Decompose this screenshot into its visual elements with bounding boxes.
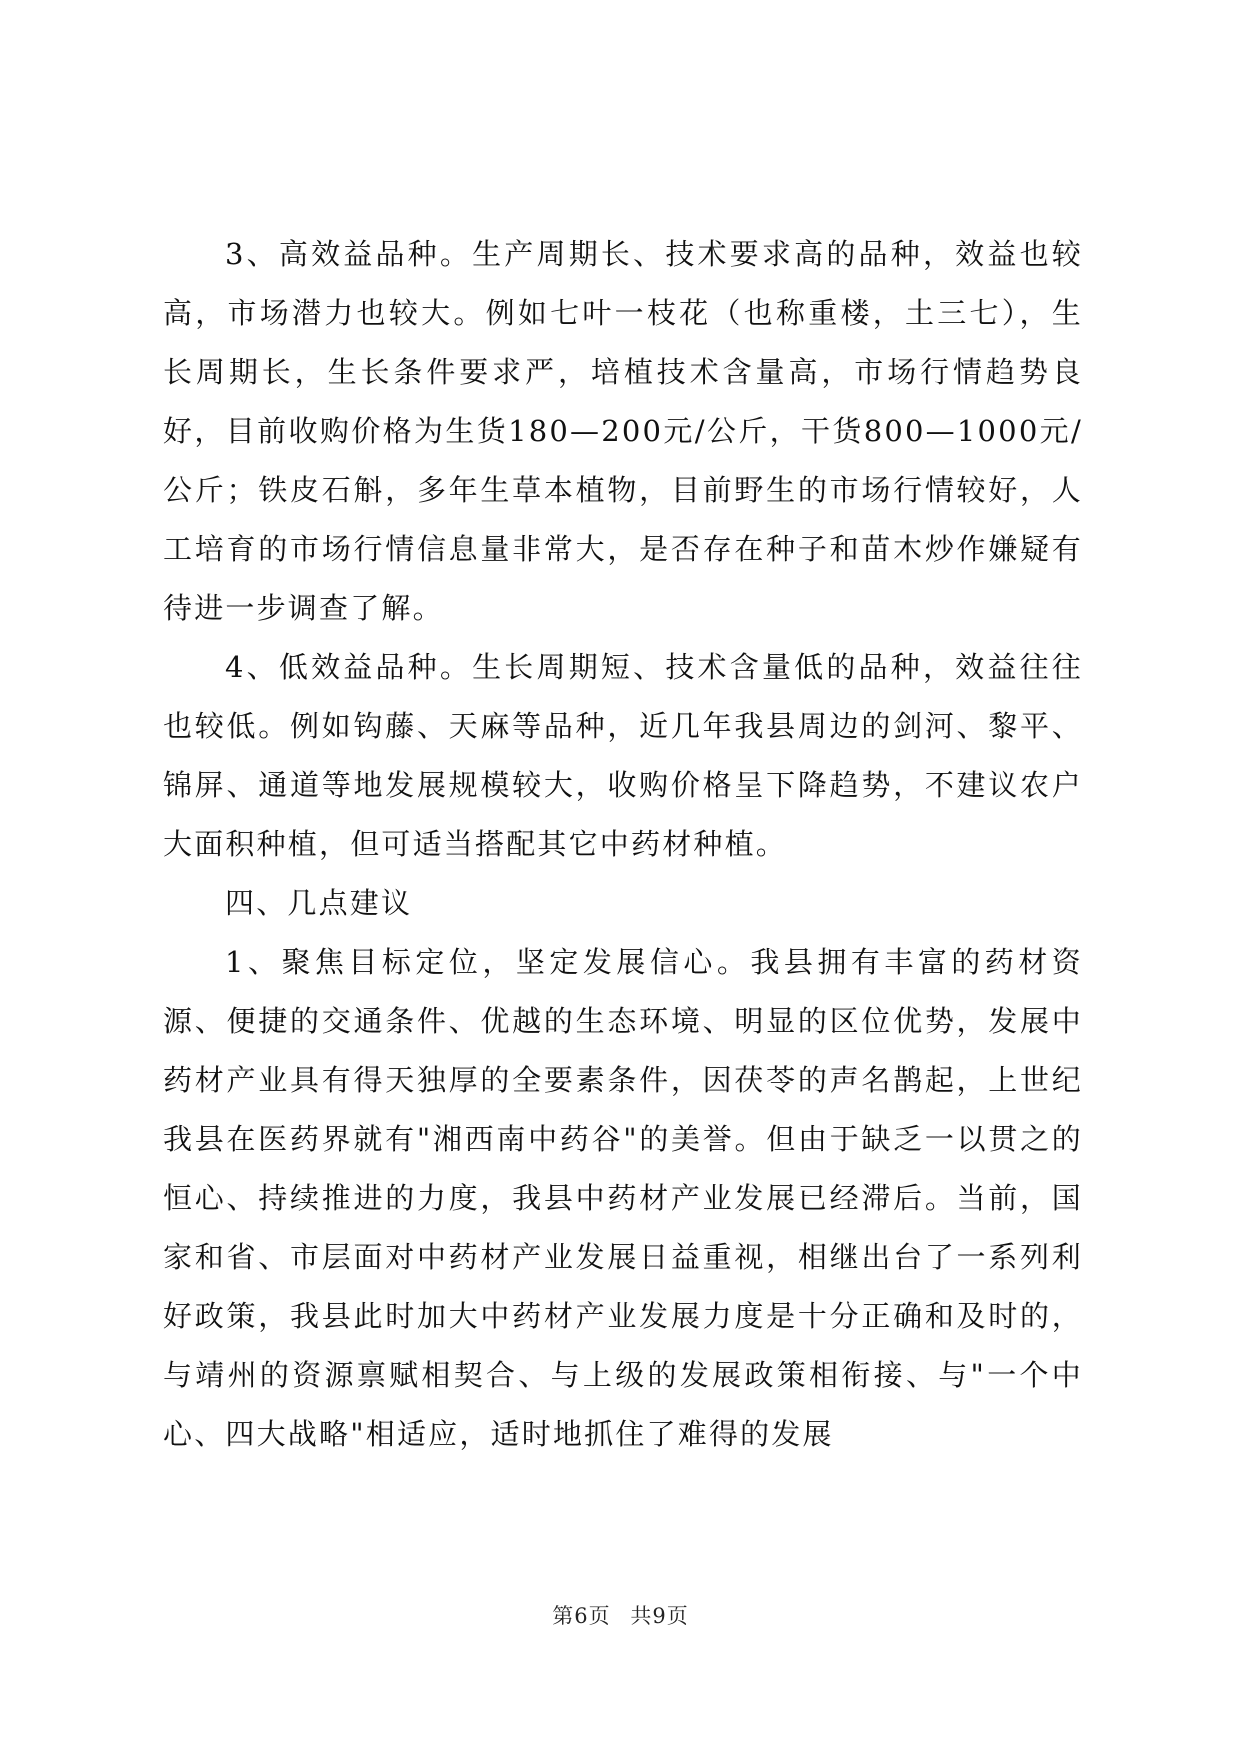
page-total: 共9页 (630, 1604, 689, 1628)
section-heading-suggestions: 四、几点建议 (225, 886, 413, 920)
paragraph-low-benefit-varieties: 4、低效益品种。生长周期短、技术含量低的品种，效益往往也较低。例如钩藤、天麻等品种，近几年我县周边的剑河、黎平、锦屏、通道等地发展规模较大，收购价格呈下降趋势，不建议农户大面积种植，但可适当搭配其它中药材种植。 (163, 650, 1083, 861)
paragraph-suggestion-1: 1、聚焦目标定位，坚定发展信心。我县拥有丰富的药材资源、便捷的交通条件、优越的生态环境、明显的区位优势，发展中药材产业具有得天独厚的全要素条件，因茯苓的声名鹊起，上世纪我县在医药界就有"湘西南中药谷"的美誉。但由于缺乏一以贯之的恒心、持续推进的力度，我县中药材产业发展已经滞后。当前，国家和省、市层面对中药材产业发展日益重视，相继出台了一系列利好政策，我县此时加大中药材产业发展力度是十分正确和及时的，与靖州的资源禀赋相契合、与上级的发展政策相衔接、与"一个中心、四大战略"相适应，适时地抓住了难得的发展 (163, 945, 1083, 1451)
page-number: 第6页 (552, 1604, 611, 1628)
page-footer (0, 1600, 1241, 1630)
paragraph-high-benefit-varieties: 3、高效益品种。生产周期长、技术要求高的品种，效益也较高，市场潜力也较大。例如七叶一枝花（也称重楼，土三七），生长周期长，生长条件要求严，培植技术含量高，市场行情趋势良好，目前收购价格为生货180—200元/公斤，干货800—1000元/公斤；铁皮石斛，多年生草本植物，目前野生的市场行情较好，人工培育的市场行情信息量非常大，是否存在种子和苗木炒作嫌疑有待进一步调查了解。 (163, 237, 1083, 625)
document-body (163, 225, 1083, 1464)
